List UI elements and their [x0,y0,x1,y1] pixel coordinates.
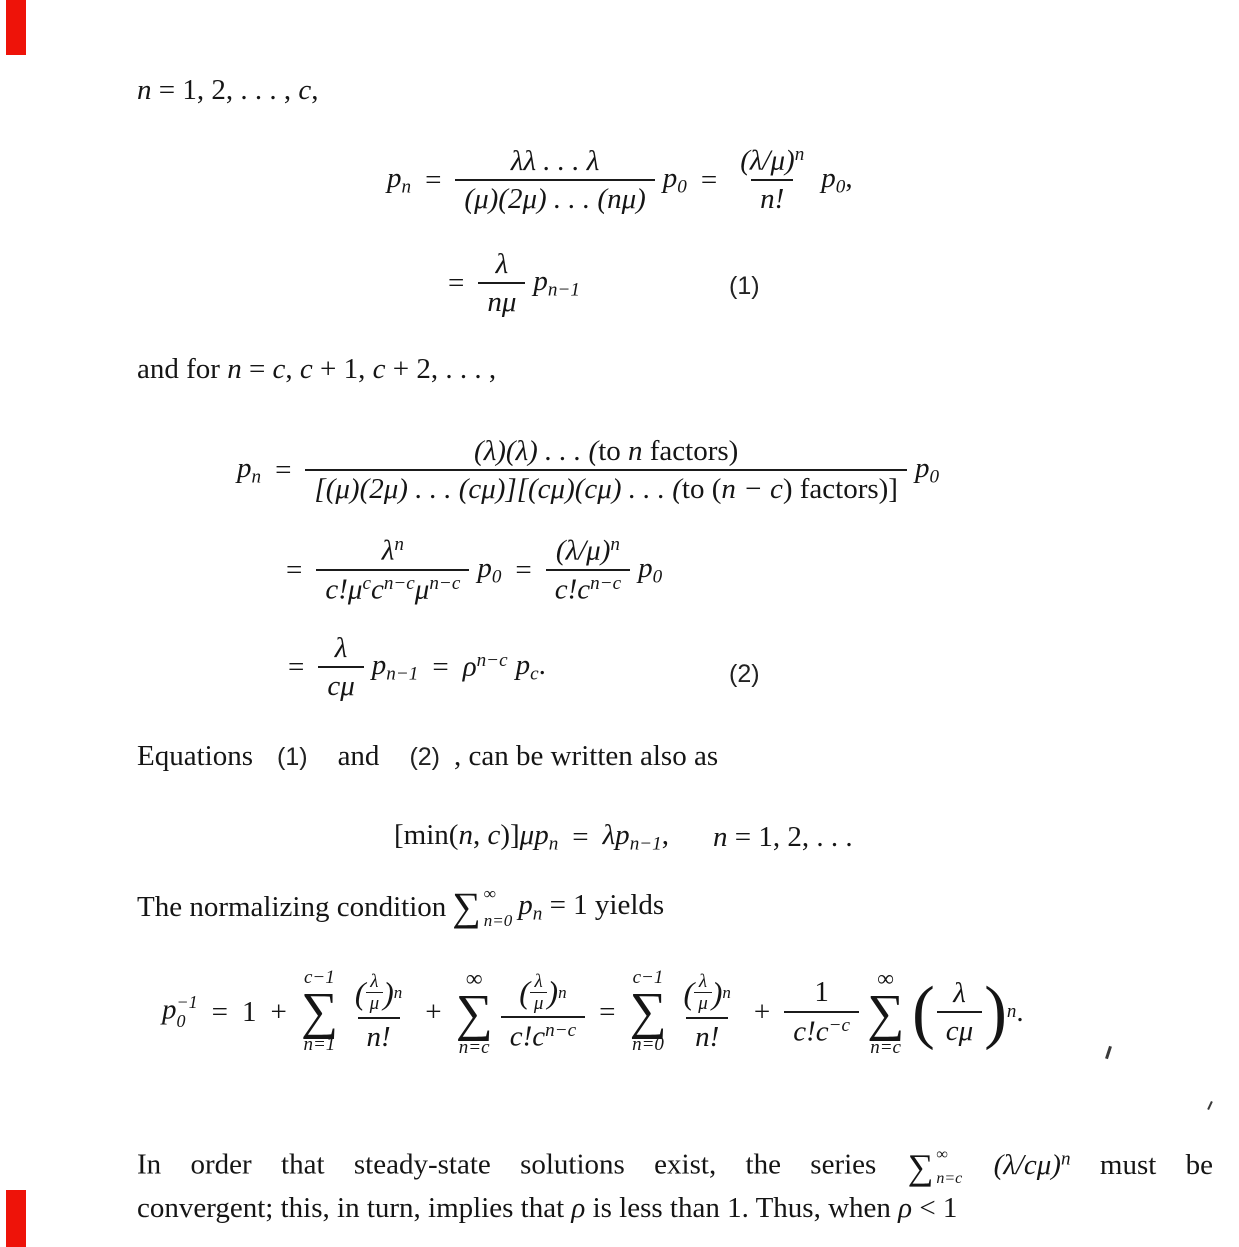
fraction-term-4: $\frac{1}{c!c^{-c}}$ [784,974,859,1050]
sigma-icon: ∑ [455,984,493,1042]
p-n-minus-1-symbol: pn−1 [371,648,419,685]
fraction-term-1: ( $\frac{\lambda}{\mu}$ ) n n! [346,969,411,1055]
equations-reference-line [137,740,718,773]
equation-1-line-1 [383,128,857,232]
and-for-line: and for n = c, c + 1, c + 2, . . . , [137,353,497,385]
closing-line-1-text: In order that steady-state solutions exist, the series [137,1148,877,1181]
equals-sign: = [211,995,228,1028]
p-0-symbol: p0 [662,161,687,198]
balance-rhs: $\lambda p_{n-1}$, [602,819,669,855]
summation-n0-to-c-minus-1: c−1 ∑ n=0 [629,966,667,1056]
plus-sign: + [425,995,442,1028]
p-0-symbol: p0 [914,451,940,488]
fraction-lambda-products: $\frac{\lambda\lambda . . . \lambda}{(\mu)(2\mu) . . . (n\mu)}$ [455,143,654,218]
p-0-symbol: p0 [477,551,502,588]
closing-paragraph [137,1138,1213,1229]
normalization-equation [158,946,1028,1078]
fraction-term-2: ( $\frac{\lambda}{\mu}$ ) n $c!c^{n-c}$ [501,969,585,1056]
red-scan-mark-top [6,0,26,55]
red-scan-mark-bottom [6,1190,26,1247]
fraction-lambda-over-n-mu: $\frac{\lambda}{n\mu}$ [478,246,525,321]
plus-sign: + [270,995,287,1028]
sigma-icon: ∑ [300,982,338,1040]
closing-line-2: convergent; this, in turn, implies that ρ is less than 1. Thus, when ρ < 1 [137,1191,958,1224]
equals-sign: = [288,650,305,683]
equation-number-2: (2) [729,660,760,688]
ink-speck [1105,1046,1112,1059]
p-c-symbol: pc. [515,648,546,685]
fraction-lambda-over-c-mu: $\frac{\lambda}{c\mu}$ [318,630,363,705]
closing-line-1-tail: $(\lambda/c\mu)^n$ must be [993,1148,1214,1181]
summation-nc-to-infinity-2: ∞ ∑ n=c [867,965,905,1058]
equals-sign: = [275,453,292,486]
word-equations: Equations [137,740,253,772]
equation-2-line-3 [278,620,550,714]
summation-n1-to-c-minus-1: c−1 ∑ n=1 [300,966,338,1056]
equals-sign: = [425,163,442,196]
equation-1-line-2 [438,240,584,326]
equals-sign: = [515,553,532,586]
ref-equation-1: (1) [277,743,308,771]
equals-sign: = [432,650,449,683]
ref-equation-2: (2) [409,743,440,771]
balance-lhs: [min(n, $c)]\mu p_n$ [394,819,559,855]
p-n-symbol: pn [387,161,412,198]
sigma-icon: ∑ [907,1146,934,1187]
p-0-symbol: p0, [821,161,853,198]
p-0-symbol: p0 [638,551,663,588]
rest-of-sentence: , can be written also as [454,740,719,772]
equals-sign: = [572,821,589,853]
numeral-one: 1 [241,995,257,1028]
sigma-icon: ∑ [452,884,481,929]
normalizing-text: The normalizing condition [137,890,447,923]
equals-sign: = [599,995,616,1028]
normalizing-tail: $p_n = 1$ yields [518,888,665,925]
p-n-minus-1-symbol: pn−1 [533,264,580,301]
p-0-inverse-symbol: p −1 0 [162,992,198,1031]
equation-2-line-2 [276,520,666,620]
balance-equation [390,810,857,865]
fraction-lambda-n-over-factorials: $\frac{\lambda^n}{c!\mu^cc^{n-c}\mu^{n-c}}$ [316,532,469,608]
p-n-symbol: pn [237,451,262,488]
summation-nc-to-infinity: ∞ ∑ n=c [455,965,493,1058]
fraction-lambda-mu-power: $\frac{(\lambda/\mu)^n}{n!}$ [731,142,813,218]
sigma-icon: ∑ [629,982,667,1040]
fraction-to-n-factors: $\frac{\text{(λ)(λ) . . . (to n factors)}}{\text{[(μ)(2μ) . . . (cμ)][(cμ)(cμ) . . . (to (n − c) factors)]}}$ [305,433,907,508]
balance-condition: n = 1, 2, . . . [712,821,853,853]
normalizing-line [137,876,664,938]
summation-inline-series: ∑ ∞ n=c [907,1145,963,1187]
big-paren-term: ( $\frac{\lambda}{c\mu}$ ) n . [912,971,1024,1051]
equals-sign: = [448,266,465,299]
equation-number-1: (1) [729,272,760,300]
intro-line: n = 1, 2, . . . , c, [137,74,319,106]
closing-line-1 [137,1138,1213,1187]
word-and: and [337,740,380,772]
equation-2-line-1 [233,418,943,522]
fraction-term-3: ( $\frac{\lambda}{\mu}$ ) n n! [675,969,740,1055]
fraction-lambda-mu-power-over-c: $\frac{(\lambda/\mu)^n}{c!c^{n-c}}$ [546,532,630,608]
ink-speck [1207,1101,1213,1110]
plus-sign: + [753,995,771,1028]
summation-inline: ∑ ∞ n=0 [452,884,513,930]
equals-sign: = [286,553,303,586]
fraction-lambda-over-c-mu-big: $\frac{\lambda}{c\mu}$ [937,975,982,1050]
rho-power-symbol: $\rho^{n-c}$ [462,650,508,683]
equals-sign: = [700,163,718,196]
sigma-icon: ∑ [867,984,905,1042]
